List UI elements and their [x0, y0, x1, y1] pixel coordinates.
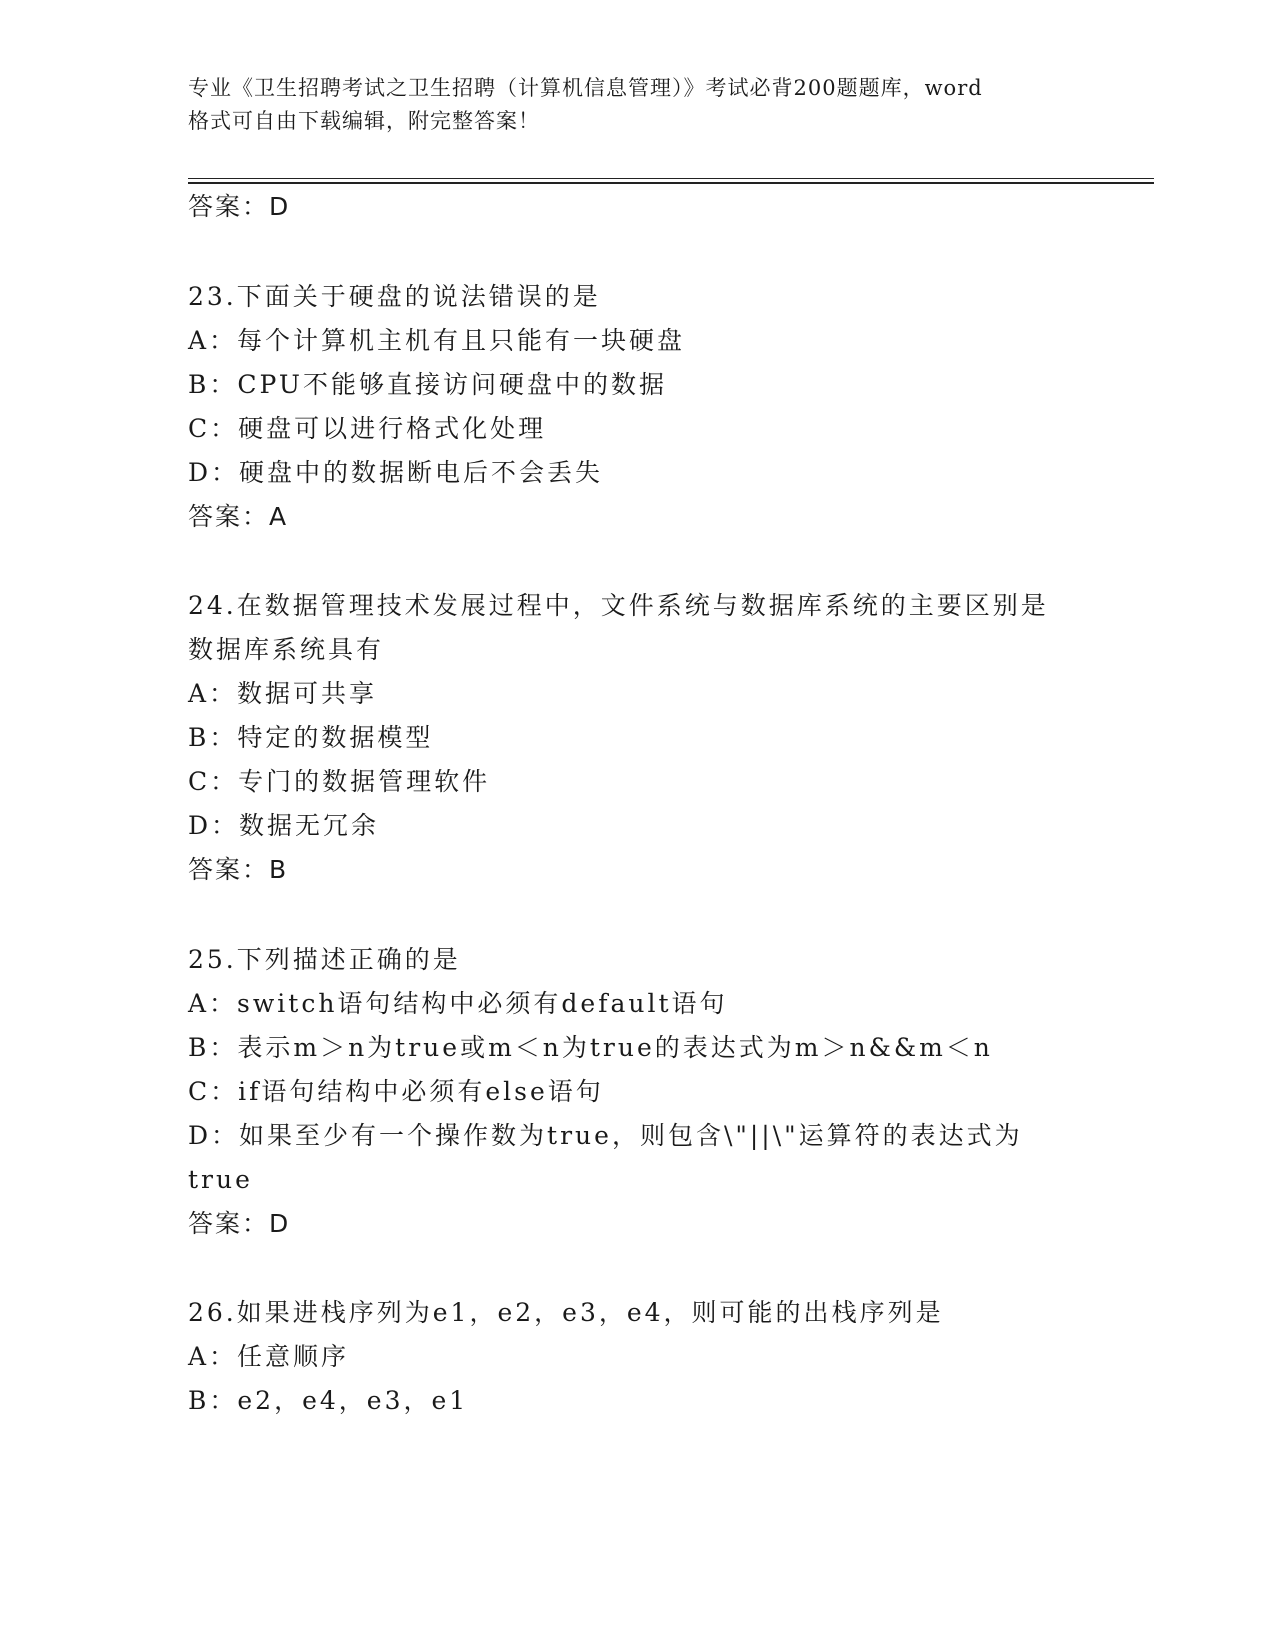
question-25-option-c: C：if语句结构中必须有else语句	[188, 1077, 604, 1106]
question-23-stem: 23.下面关于硬盘的说法错误的是	[188, 282, 601, 311]
previous-answer: 答案：D	[188, 192, 291, 221]
question-25-answer: 答案：D	[188, 1209, 291, 1238]
question-25-option-d-line-1: D：如果至少有一个操作数为true，则包含\"||\"运算符的表达式为	[188, 1121, 1023, 1150]
question-24-option-a: A：数据可共享	[188, 679, 378, 708]
header-divider-thin	[188, 178, 1154, 179]
question-24-option-b: B：特定的数据模型	[188, 723, 434, 752]
question-25-option-d-line-2: true	[188, 1165, 253, 1194]
question-23-option-b: B：CPU不能够直接访问硬盘中的数据	[188, 370, 667, 399]
question-24-option-d: D：数据无冗余	[188, 811, 380, 840]
header-line-1: 专业《卫生招聘考试之卫生招聘（计算机信息管理）》考试必背200题题库，word	[188, 76, 983, 100]
question-26-option-b: B：e2，e4，e3，e1	[188, 1386, 469, 1415]
header-divider-thick	[188, 182, 1154, 184]
question-24-option-c: C：专门的数据管理软件	[188, 767, 491, 796]
question-25-option-a: A：switch语句结构中必须有default语句	[188, 989, 728, 1018]
question-23-option-c: C：硬盘可以进行格式化处理	[188, 414, 547, 443]
question-26-option-a: A：任意顺序	[188, 1342, 350, 1371]
question-25-stem: 25.下列描述正确的是	[188, 945, 461, 974]
question-23-option-a: A：每个计算机主机有且只能有一块硬盘	[188, 326, 686, 355]
question-23-answer: 答案：A	[188, 502, 289, 531]
question-24-answer: 答案：B	[188, 855, 289, 884]
question-24-stem-line-2: 数据库系统具有	[188, 635, 385, 664]
question-23-option-d: D：硬盘中的数据断电后不会丢失	[188, 458, 604, 487]
question-25-option-b: B：表示m＞n为true或m＜n为true的表达式为m＞n&&m＜n	[188, 1033, 993, 1062]
question-24-stem-line-1: 24.在数据管理技术发展过程中，文件系统与数据库系统的主要区别是	[188, 591, 1049, 620]
question-26-stem: 26.如果进栈序列为e1，e2，e3，e4，则可能的出栈序列是	[188, 1298, 944, 1327]
document-header	[188, 72, 1088, 138]
header-line-2: 格式可自由下载编辑，附完整答案！	[188, 109, 540, 133]
